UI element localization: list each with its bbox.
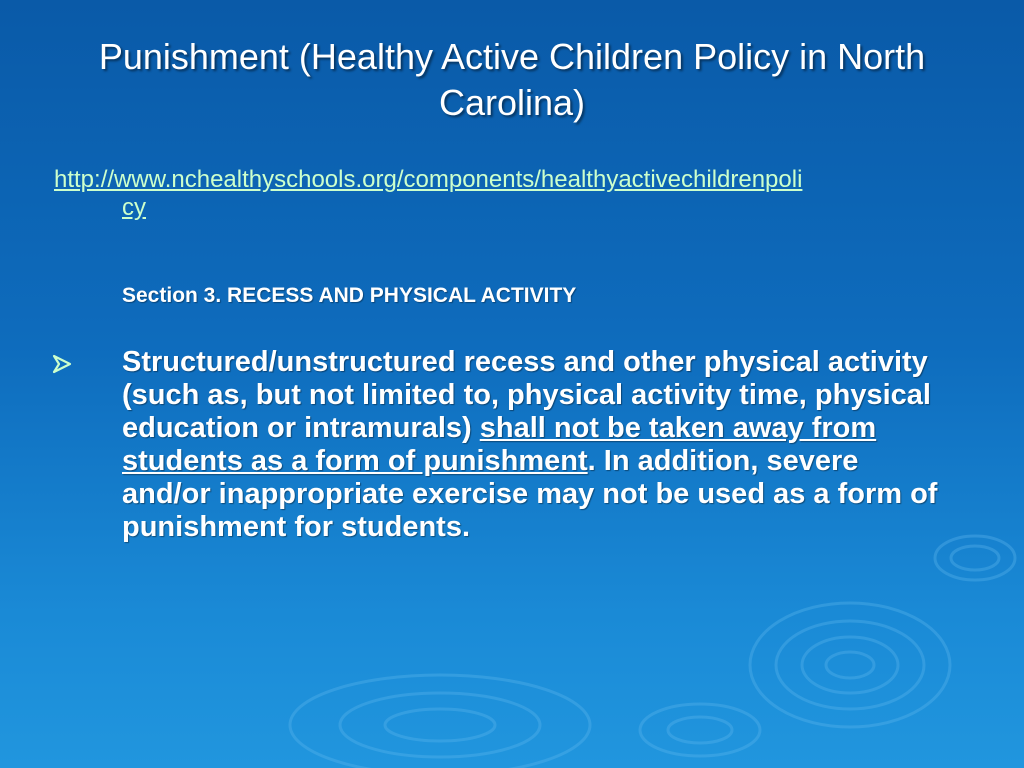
bullet-text-before: Structured/unstructured recess and other physical activity (such as, but not limited to, physical activity time, physical education or intramurals) xyxy=(122,346,931,444)
slide-title: Punishment (Healthy Active Children Policy in North Carolina) xyxy=(98,36,926,123)
section-heading: Section 3. RECESS AND PHYSICAL ACTIVITY xyxy=(122,284,577,307)
policy-url-line2: cy xyxy=(122,194,146,221)
arrow-bullet-icon xyxy=(52,354,74,374)
policy-url xyxy=(54,166,954,222)
policy-url-link[interactable] xyxy=(54,166,954,222)
bullet-text-after: . In addition, severe and/or inappropriate exercise may not be used as a form of punishment for students. xyxy=(122,445,938,543)
bullet-text xyxy=(122,346,952,544)
bullet-text-underlined: shall not be taken away from students as a form of punishment xyxy=(122,412,877,477)
policy-url-line1: http://www.nchealthyschools.org/components/healthyactivechildrenpoli xyxy=(54,166,803,193)
